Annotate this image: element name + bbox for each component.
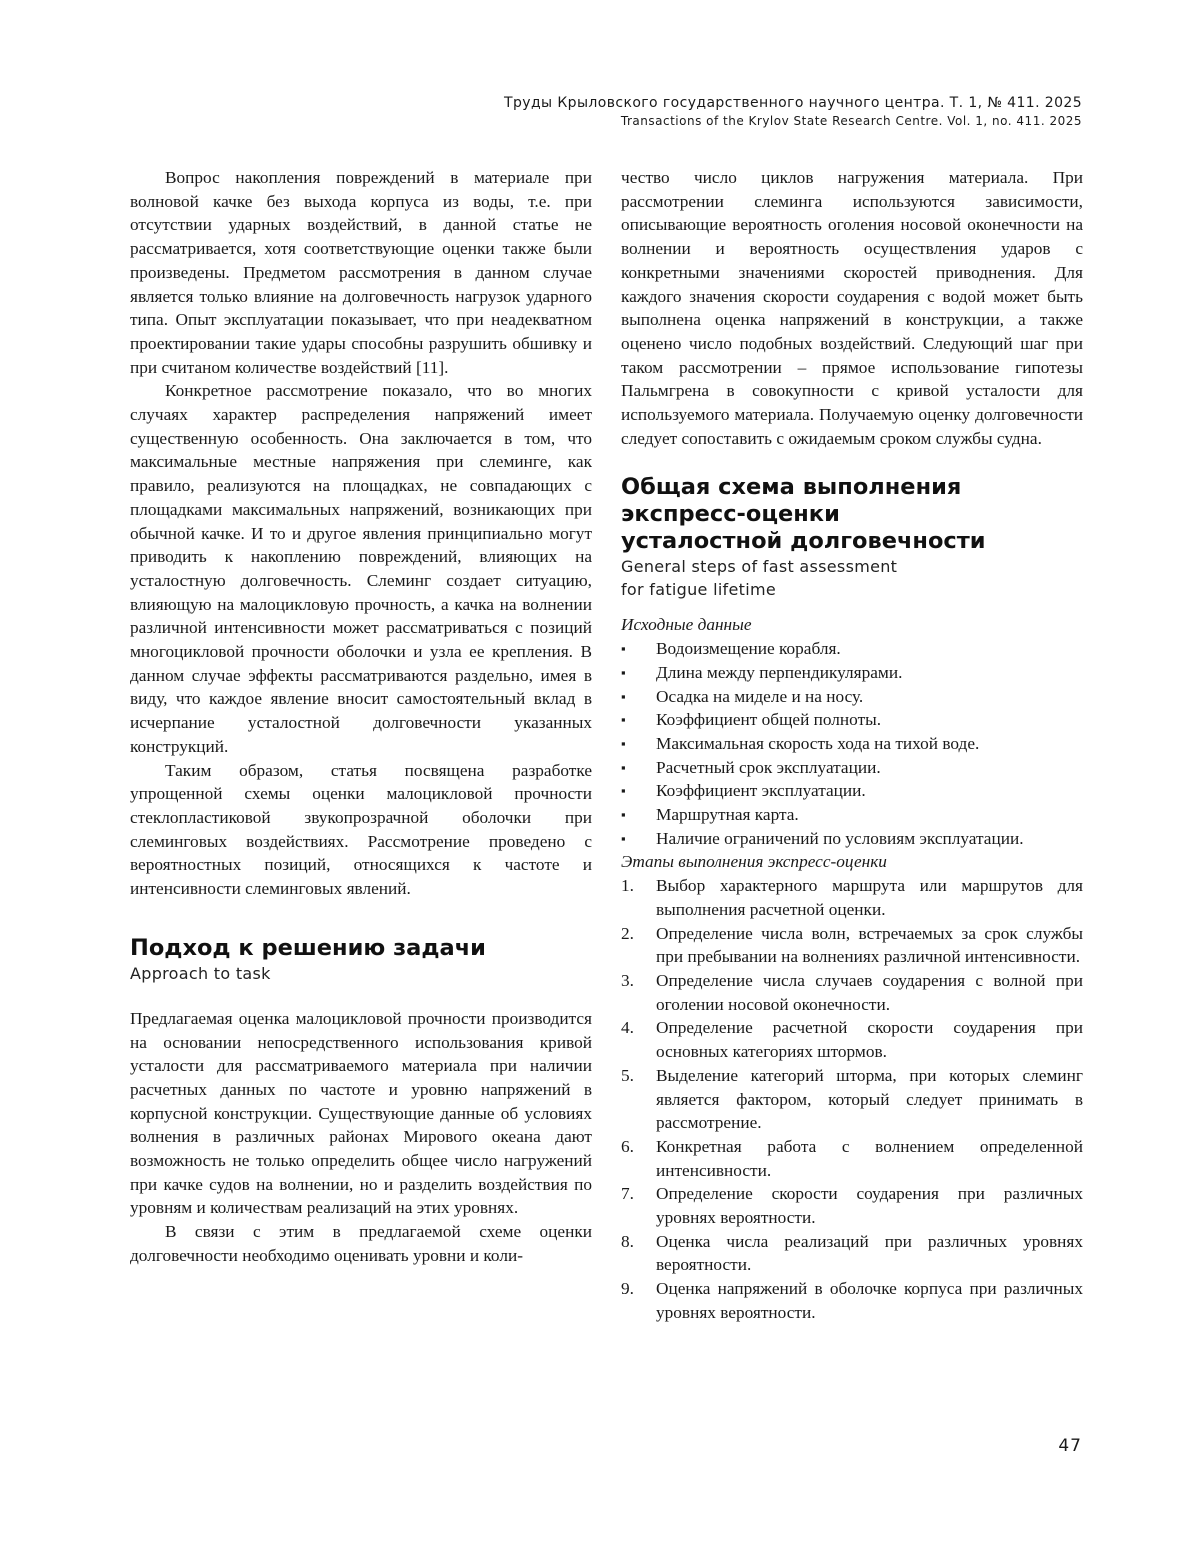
list-item: ▪ Расчетный срок эксплуатации.: [621, 756, 1083, 780]
approach-paragraph-1: Предлагаемая оценка малоцикловой прочности производится на основании непосредственного использования кривой усталости для рассматриваемого материала при наличии расчетных данных по частоте и уровню напряжений в корпусной конструкции. Существующие данные об условиях волнения в различных районах Мирового океана дают возможность не только определить общее число нагружений при качке судов на волнении, но и разделить воздействия по уровням и количествам реализаций на этих уровнях.: [130, 1008, 592, 1218]
list-item: 1. Выбор характерного маршрута или маршрутов для выполнения расчетной оценки.: [621, 876, 1083, 919]
right-column: [621, 166, 1083, 1325]
list-item: 6. Конкретная работа с волнением определенной интенсивности.: [621, 1136, 1083, 1180]
journal-title-en: Transactions of the Krylov State Research Centre. Vol. 1, no. 411. 2025: [620, 114, 1082, 128]
input-data-list: [621, 637, 1083, 850]
list-item: ▪ Коэффициент общей полноты.: [621, 708, 1083, 732]
input-data-heading: Исходные данные: [621, 615, 752, 635]
section-title-approach-en: Approach to task: [130, 963, 271, 983]
list-item: ▪ Осадка на миделе и на носу.: [621, 685, 1083, 709]
bullet-marker: ▪: [621, 830, 626, 846]
bullet-marker: ▪: [621, 641, 626, 657]
list-item: ▪ Наличие ограничений по условиям эксплуатации.: [621, 827, 1083, 851]
steps-heading: Этапы выполнения экспресс-оценки: [621, 852, 887, 872]
intro-paragraph-3: Таким образом, статья посвящена разработке упрощенной схемы оценки малоцикловой прочности стеклопластиковой звукопрозрачной оболочки при слеминговых воздействиях. Рассмотрение проведено с вероятностных позиций, относящихся к частоте и интенсивности слеминговых явлений.: [130, 760, 592, 899]
bullet-marker: ▪: [621, 783, 626, 799]
list-item: 9. Оценка напряжений в оболочке корпуса при различных уровнях вероятности.: [621, 1279, 1083, 1322]
list-item: 5. Выделение категорий шторма, при которых слеминг является фактором, который следует принимать в рассмотрение.: [621, 1065, 1083, 1133]
list-item: 8. Оценка числа реализаций при различных уровнях вероятности.: [621, 1231, 1083, 1275]
list-item: 7. Определение скорости соударения при различных уровнях вероятности.: [621, 1184, 1083, 1228]
list-item: 3. Определение числа случаев соударения с волной при оголении носовой оконечности.: [621, 970, 1083, 1014]
bullet-marker: ▪: [621, 712, 626, 728]
section-title-general-steps-en: [621, 555, 1083, 601]
bullet-marker: ▪: [621, 664, 626, 680]
list-item: ▪ Максимальная скорость хода на тихой воде.: [621, 732, 1083, 756]
approach-paragraph-2: В связи с этим в предлагаемой схеме оценки долговечности необходимо оценивать уровни и коли-: [130, 1222, 592, 1265]
list-item: ▪ Водоизмещение корабля.: [621, 637, 1083, 661]
list-item: ▪ Коэффициент эксплуатации.: [621, 779, 1083, 803]
section-title-line-3: усталостной долговечности: [621, 528, 986, 555]
section-title-en-line-2: for fatigue lifetime: [621, 580, 776, 600]
journal-title-ru: Труды Крыловского государственного научного центра. Т. 1, № 411. 2025: [504, 95, 1082, 111]
section-title-general-steps: [621, 474, 1083, 555]
left-column: [130, 166, 592, 1268]
section-title-line-2: экспресс-оценки: [621, 501, 840, 528]
list-item: 4. Определение расчетной скорости соударения при основных категориях штормов.: [621, 1018, 1083, 1062]
list-item: 2. Определение числа волн, встречаемых за срок службы при пребывании на волнениях различной интенсивности.: [621, 923, 1083, 967]
bullet-marker: ▪: [621, 759, 626, 775]
bullet-marker: ▪: [621, 807, 626, 823]
bullet-marker: ▪: [621, 688, 626, 704]
list-item: ▪ Длина между перпендикулярами.: [621, 661, 1083, 685]
running-header: [504, 94, 1082, 130]
steps-list: [621, 874, 1083, 1324]
intro-paragraph-2: Конкретное рассмотрение показало, что во многих случаях характер распределения напряжений имеет существенную особенность. Она заключается в том, что максимальные местные напряжения при слеминге, как правило, реализуются на площадках, не совпадающих с площадками максимальных напряжений, возникающих при обычной качке. И то и другое явления принципиально могут приводить к накоплению повреждений, влияющих на усталостную долговечность. Слеминг создает ситуацию, влияющую на малоцикловую прочность, а качка на волнении различной интенсивности может рассматриваться с позиций многоцикловой прочности оболочки и узла ее крепления. В данном случае эффекты рассматриваются раздельно, имея в виду, что каждое явление вносит самостоятельный вклад в исчерпание усталостной долговечности указанных конструкций.: [130, 381, 592, 756]
page-number: 47: [1058, 1436, 1082, 1456]
intro-paragraph-1: Вопрос накопления повреждений в материале при волновой качке без выхода корпуса из воды, т.е. при отсутствии ударных воздействий, в данной статье не рассматривается, хотя соответствующие оценки также были произведены. Предметом рассмотрения в данном случае является только влияние на долговечность нагрузок ударного типа. Опыт эксплуатации показывает, что при неадекватном проектировании такие удары способны разрушить обшивку и при считаном количестве воздействий [11].: [130, 168, 592, 377]
section-title-en-line-1: General steps of fast assessment: [621, 557, 898, 577]
section-title-approach: Подход к решению задачи: [130, 934, 486, 961]
section-title-line-1: Общая схема выполнения: [621, 474, 962, 501]
bullet-marker: ▪: [621, 735, 626, 751]
list-item: ▪ Маршрутная карта.: [621, 803, 1083, 827]
continuation-paragraph: чество число циклов нагружения материала. При рассмотрении слеминга используются зависимости, описывающие вероятность оголения носовой оконечности на волнении и вероятность осуществления ударов с конкретными значениями скоростей приводнения. Для каждого значения скорости соударения с водой может быть выполнена оценка напряжений в конструкции, а также оценено число подобных воздействий. Следующий шаг при таком рассмотрении – прямое использование гипотезы Пальмгрена в совокупности с кривой усталости для используемого материала. Получаемую оценку долговечности следует сопоставить с ожидаемым сроком службы судна.: [621, 168, 1083, 448]
